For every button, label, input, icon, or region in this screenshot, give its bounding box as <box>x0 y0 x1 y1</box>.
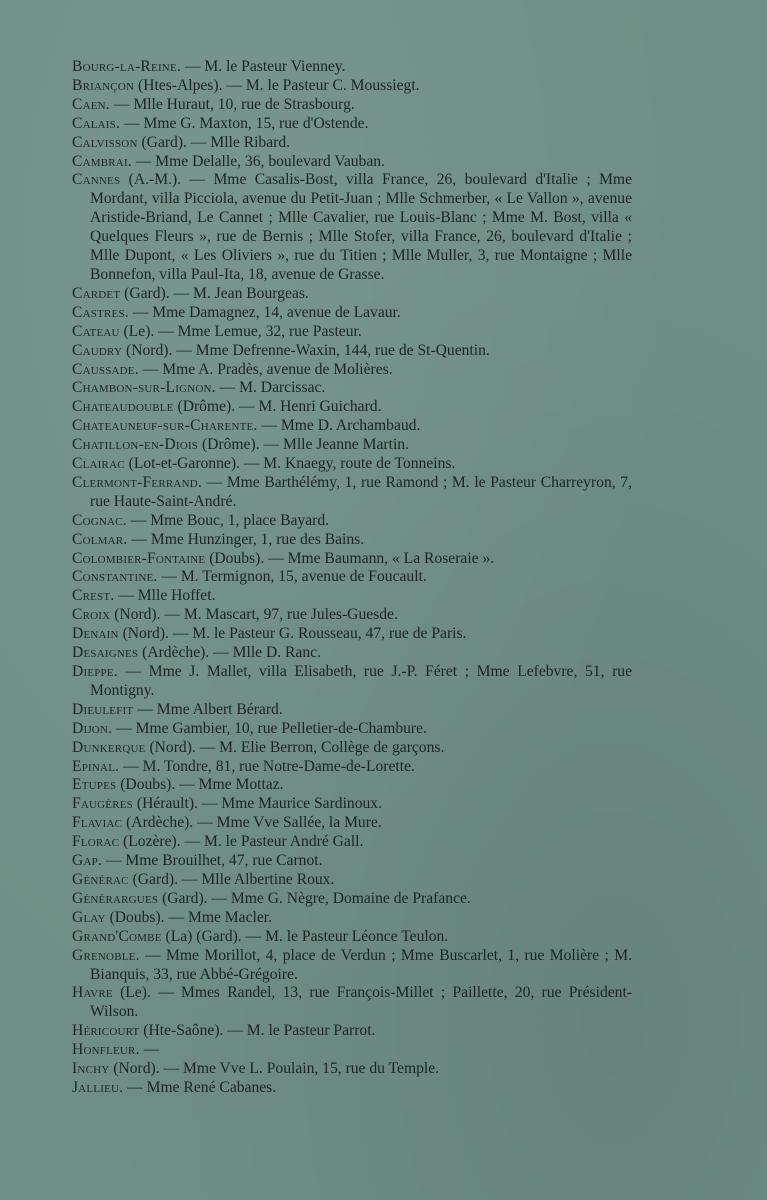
entry-place: Bourg-la-Reine. <box>72 58 181 75</box>
entry-text: (Nord). — M. Mascart, 97, rue Jules-Guesde. <box>110 606 398 624</box>
entry-text: (Lot-et-Garonne). — M. Knaegy, route de Tonneins. <box>124 455 456 473</box>
entry-text: — Mme J. Mallet, villa Elisabeth, rue J.-P. Féret ; Mme Lefebvre, 51, rue Montigny. <box>90 663 632 699</box>
entry-place: Denain <box>72 625 119 643</box>
entry-text: — Mme Hunzinger, 1, rue des Bains. <box>127 530 365 548</box>
directory-entry <box>72 739 632 758</box>
directory-entry <box>72 58 632 77</box>
entry-place: Honfleur. <box>72 1041 140 1059</box>
directory-entry <box>72 1041 632 1060</box>
entry-text: (Gard). — Mme G. Nègre, Domaine de Prafance. <box>158 889 471 907</box>
entry-place: Caen. <box>72 95 110 113</box>
entry-place: Crest. <box>72 587 115 605</box>
entry-place: Constantine. <box>72 568 158 586</box>
entry-text: — Mme Morillot, 4, place de Verdun ; Mme Buscarlet, 1, rue Molière ; M. Bianquis, 33, rue Abbé-Grégoire. <box>90 946 632 983</box>
entry-place: Chateauneuf-sur-Charente. <box>72 417 258 435</box>
entry-place: Chateaudouble <box>72 398 174 416</box>
directory-entry <box>72 1079 632 1098</box>
entry-text: — Mme Brouilhet, 47, rue Carnot. <box>102 852 323 870</box>
directory-entry <box>72 625 632 644</box>
entry-place: Flaviac <box>72 814 123 832</box>
directory-entry <box>72 852 632 871</box>
entry-text: — Mlle Hoffet. <box>114 587 216 605</box>
directory-entry <box>72 455 632 474</box>
entry-place: Calais. <box>72 114 121 132</box>
entry-text: — Mme G. Maxton, 15, rue d'Ostende. <box>120 114 369 132</box>
directory-entry <box>72 1060 632 1079</box>
entry-text: — M. Tondre, 81, rue Notre-Dame-de-Lorette. <box>119 757 415 775</box>
entry-place: Héricourt <box>72 1022 140 1040</box>
directory-entry <box>72 115 632 134</box>
directory-entry <box>72 512 632 531</box>
directory-entry <box>72 568 632 587</box>
directory-entry <box>72 890 632 909</box>
entry-text: (Doubs). — Mme Macler. <box>105 908 272 926</box>
entry-place: Cardet <box>72 284 121 302</box>
entry-place: Dijon. <box>72 719 113 737</box>
entry-place: Clairac <box>72 455 125 473</box>
directory-entry <box>72 417 632 436</box>
entry-text: (Gard). — Mlle Ribard. <box>137 133 291 151</box>
entry-text: (Drôme). — Mlle Jeanne Martin. <box>198 436 409 454</box>
entry-text: (Nord). — Mme Vve L. Poulain, 15, rue du Temple. <box>109 1060 440 1078</box>
directory-entry <box>72 77 632 96</box>
entry-text: — M. Termignon, 15, avenue de Foucault. <box>157 568 427 586</box>
directory-entry <box>72 776 632 795</box>
directory-entry <box>72 871 632 890</box>
directory-entry <box>72 134 632 153</box>
entry-place: Grand'Combe <box>72 927 162 945</box>
directory-entry <box>72 795 632 814</box>
entry-place: Chambon-sur-Lignon. <box>72 379 216 397</box>
directory-entry <box>72 928 632 947</box>
entry-text: (Hte-Saône). — M. le Pasteur Parrot. <box>139 1022 376 1040</box>
directory-entry <box>72 720 632 739</box>
entry-text: (Doubs). — Mme Mottaz. <box>116 776 284 794</box>
entry-place: Faugères <box>72 795 133 813</box>
directory-entry <box>72 153 632 172</box>
directory-entry <box>72 814 632 833</box>
entry-place: Caussade. <box>72 360 139 378</box>
entry-place: Florac <box>72 833 120 851</box>
directory-entry <box>72 379 632 398</box>
entry-text: — Mlle Huraut, 10, rue de Strasbourg. <box>109 95 355 113</box>
directory-entry <box>72 758 632 777</box>
entry-text: (Htes-Alpes). — M. le Pasteur C. Moussiegt. <box>134 76 420 94</box>
entry-text: (Hérault). — Mme Maurice Sardinoux. <box>133 795 382 813</box>
directory-entry <box>72 285 632 304</box>
entry-text: (Gard). — M. Jean Bourgeas. <box>120 284 309 302</box>
entry-text: (Lozère). — M. le Pasteur André Gall. <box>119 833 364 851</box>
entry-place: Dieppe. <box>72 663 118 680</box>
directory-entry <box>72 644 632 663</box>
directory-entry <box>72 436 632 455</box>
directory-entry <box>72 304 632 323</box>
directory-entry <box>72 550 632 569</box>
directory-entry <box>72 909 632 928</box>
entry-place: Grenoble. <box>72 946 140 964</box>
directory-entry <box>72 701 632 720</box>
entry-text: (A.-M.). — Mme Casalis-Bost, villa France, 26, boulevard d'Italie ; Mme Mordant, villa Picciola, avenue du Petit-Juan ; Mlle Schmerber, « Le Vallon », avenue Aristide-Briand, Le Cannet ; Mlle Cavalier, rue Louis-Blanc ; Mme M. Bost, villa « Quelques Fleurs », rue de Bernis ; Mlle Stofer, villa France, 26, boulevard d'Italie ; Mlle Dupont, « Les Oliviers », rue du Titien ; Mlle Muller, 3, rue Montaigne ; Mlle Bonnefon, villa Paul-Ita, 18, avenue de Grasse. <box>90 171 632 283</box>
entry-place: Cambrai. <box>72 152 132 170</box>
entry-place: Inchy <box>72 1060 110 1078</box>
entry-place: Caudry <box>72 341 123 359</box>
entry-place: Epinal. <box>72 757 120 775</box>
entry-text: — Mme Damagnez, 14, avenue de Lavaur. <box>128 303 401 321</box>
entry-place: Générac <box>72 870 129 888</box>
entry-place: Générargues <box>72 889 159 907</box>
directory-entry <box>72 947 632 985</box>
entry-text: — <box>139 1041 160 1059</box>
directory-entry <box>72 663 632 701</box>
entry-text: (Nord). — M. Elie Berron, Collège de garçons. <box>145 738 445 756</box>
entry-place: Castres. <box>72 303 129 321</box>
entry-place: Cateau <box>72 322 120 340</box>
entry-place: Calvisson <box>72 133 138 151</box>
entry-place: Cognac. <box>72 511 127 529</box>
entry-place: Cannes <box>72 171 121 189</box>
entry-text: (Ardèche). — Mlle D. Ranc. <box>138 644 321 662</box>
directory-list <box>72 58 632 1098</box>
directory-entry <box>72 96 632 115</box>
entry-text: (Doubs). — Mme Baumann, « La Roseraie ». <box>205 549 495 567</box>
directory-entry <box>72 474 632 512</box>
directory-entry <box>72 361 632 380</box>
directory-entry <box>72 984 632 1022</box>
entry-text: — Mme Barthélémy, 1, rue Ramond ; M. le Pasteur Charreyron, 7, rue Haute-Saint-André. <box>90 473 632 510</box>
directory-entry <box>72 606 632 625</box>
directory-entry <box>72 398 632 417</box>
entry-text: (Le). — Mmes Randel, 13, rue François-Millet ; Paillette, 20, rue Président-Wilson. <box>90 984 632 1021</box>
entry-text: — M. Darcissac. <box>215 379 326 397</box>
entry-text: (Nord). — M. le Pasteur G. Rousseau, 47, rue de Paris. <box>118 625 467 643</box>
entry-text: — M. le Pasteur Vienney. <box>180 58 346 75</box>
entry-place: Gap. <box>72 852 103 870</box>
entry-text: — Mme D. Archambaud. <box>257 417 421 435</box>
entry-place: Glay <box>72 908 106 926</box>
entry-place: Croix <box>72 606 111 624</box>
entry-place: Clermont-Ferrand. <box>72 473 202 491</box>
entry-place: Jallieu. <box>72 1078 124 1096</box>
entry-text: (Drôme). — M. Henri Guichard. <box>173 398 382 416</box>
entry-text: — Mme René Cabanes. <box>123 1078 277 1096</box>
entry-text: — Mme Bouc, 1, place Bayard. <box>126 511 330 529</box>
entry-place: Desaignes <box>72 644 139 662</box>
directory-entry <box>72 323 632 342</box>
entry-text: (Le). — Mme Lemue, 32, rue Pasteur. <box>119 322 362 340</box>
entry-text: — Mme Albert Bérard. <box>133 700 283 718</box>
entry-place: Colmar. <box>72 530 128 548</box>
entry-text: (La) (Gard). — M. le Pasteur Léonce Teulon. <box>161 927 449 945</box>
directory-entry <box>72 342 632 361</box>
entry-text: — Mme Gambier, 10, rue Pelletier-de-Chambure. <box>112 719 427 737</box>
directory-entry <box>72 531 632 550</box>
entry-place: Colombier-Fontaine <box>72 549 206 567</box>
entry-text: (Nord). — Mme Defrenne-Waxin, 144, rue de St-Quentin. <box>122 341 490 359</box>
directory-entry <box>72 171 632 284</box>
entry-text: — Mme A. Pradès, avenue de Molières. <box>138 360 393 378</box>
entry-place: Havre <box>72 984 113 1002</box>
entry-place: Briançon <box>72 76 135 94</box>
entry-place: Dunkerque <box>72 738 146 756</box>
directory-entry <box>72 587 632 606</box>
directory-entry <box>72 833 632 852</box>
directory-entry <box>72 1022 632 1041</box>
entry-place: Etupes <box>72 776 117 794</box>
entry-place: Chatillon-en-Diois <box>72 436 199 454</box>
entry-text: (Gard). — Mlle Albertine Roux. <box>128 870 335 888</box>
entry-text: (Ardèche). — Mme Vve Sallée, la Mure. <box>122 814 382 832</box>
entry-place: Dieulefit <box>72 700 134 718</box>
entry-text: — Mme Delalle, 36, boulevard Vauban. <box>131 152 385 170</box>
